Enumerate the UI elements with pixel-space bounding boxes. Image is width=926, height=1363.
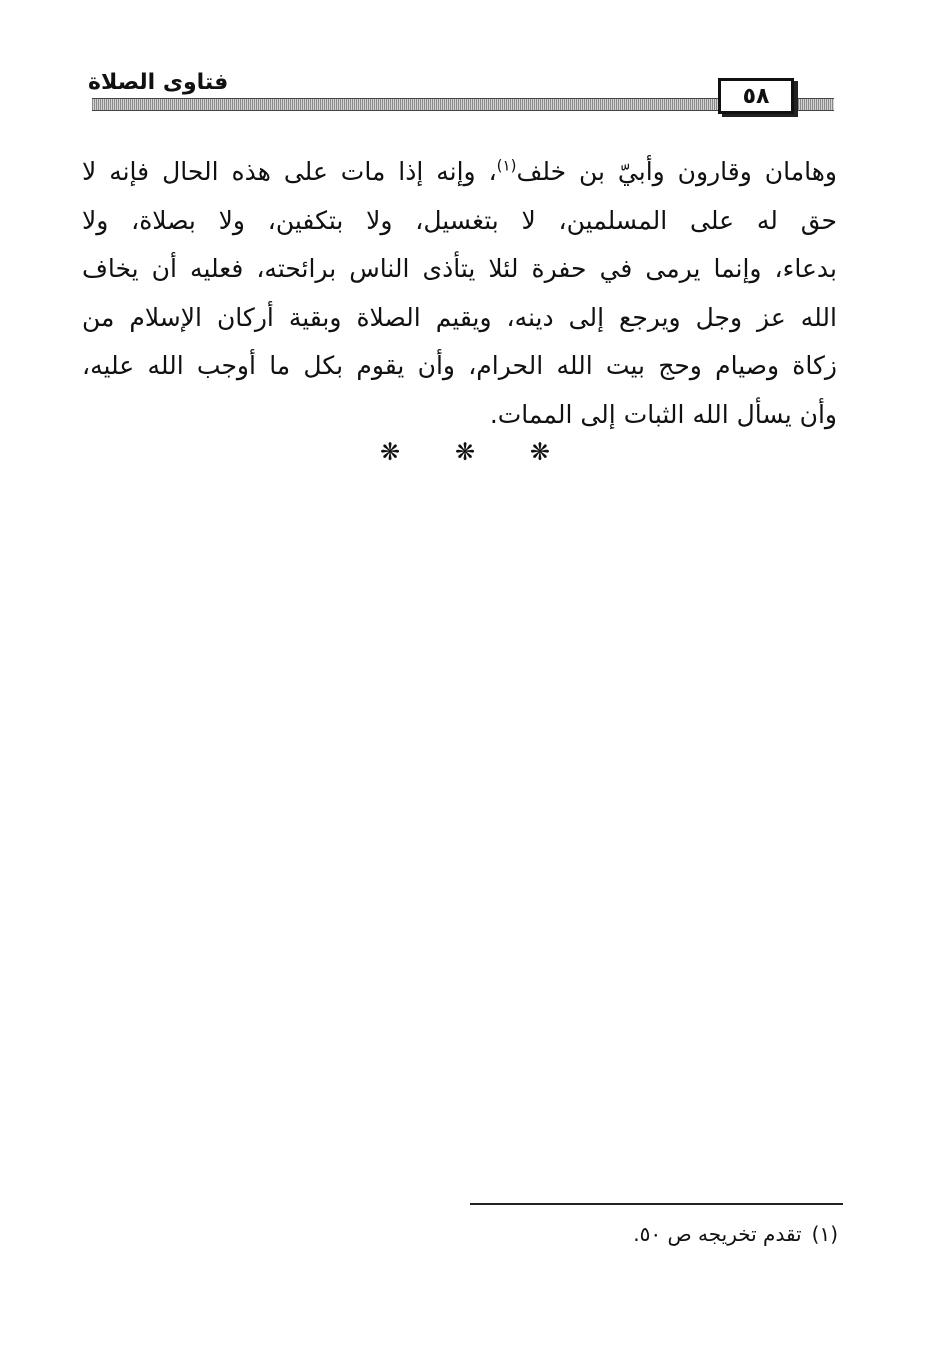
asterisk-star-icon: ❋	[454, 438, 476, 466]
text-line-3: بدعاء، وإنما يرمى في حفرة لئلا يتأذى الناس برائحته، فعليه أن يخاف	[82, 254, 837, 283]
asterisk-star-icon: ❋	[380, 438, 401, 466]
footnote-reference[interactable]: (١)	[496, 156, 517, 175]
main-text	[82, 148, 837, 439]
text-line-4: الله عز وجل ويرجع إلى دينه، ويقيم الصلاة وبقية أركان الإسلام من	[82, 302, 837, 332]
section-separator	[380, 440, 550, 464]
text-line-1-after: ، وإنه إذا مات على هذه الحال فإنه لا	[82, 157, 497, 186]
text-line-2: حق له على المسلمين، لا بتغسيل، ولا بتكفين، ولا بصلاة، ولا	[82, 205, 837, 235]
page-number-box	[718, 78, 794, 114]
footnote-text: تقدم تخريجه ص ٥٠.	[633, 1222, 802, 1246]
footnote	[633, 1222, 838, 1246]
footnote-number: (١)	[811, 1222, 838, 1246]
footnote-divider	[470, 1203, 843, 1205]
asterisk-star-icon: ❋	[529, 438, 550, 466]
page-number: ٥٨	[742, 83, 770, 109]
text-line-1-before: وهامان وقارون وأبيّ بن خلف	[516, 157, 837, 186]
text-line-6: وأن يسأل الله الثبات إلى الممات.	[489, 399, 837, 429]
text-line-1	[82, 148, 837, 197]
text-line-5: زكاة وصيام وحج بيت الله الحرام، وأن يقوم بكل ما أوجب الله عليه،	[82, 351, 837, 380]
running-header-title: فتاوى الصلاة	[88, 70, 229, 95]
